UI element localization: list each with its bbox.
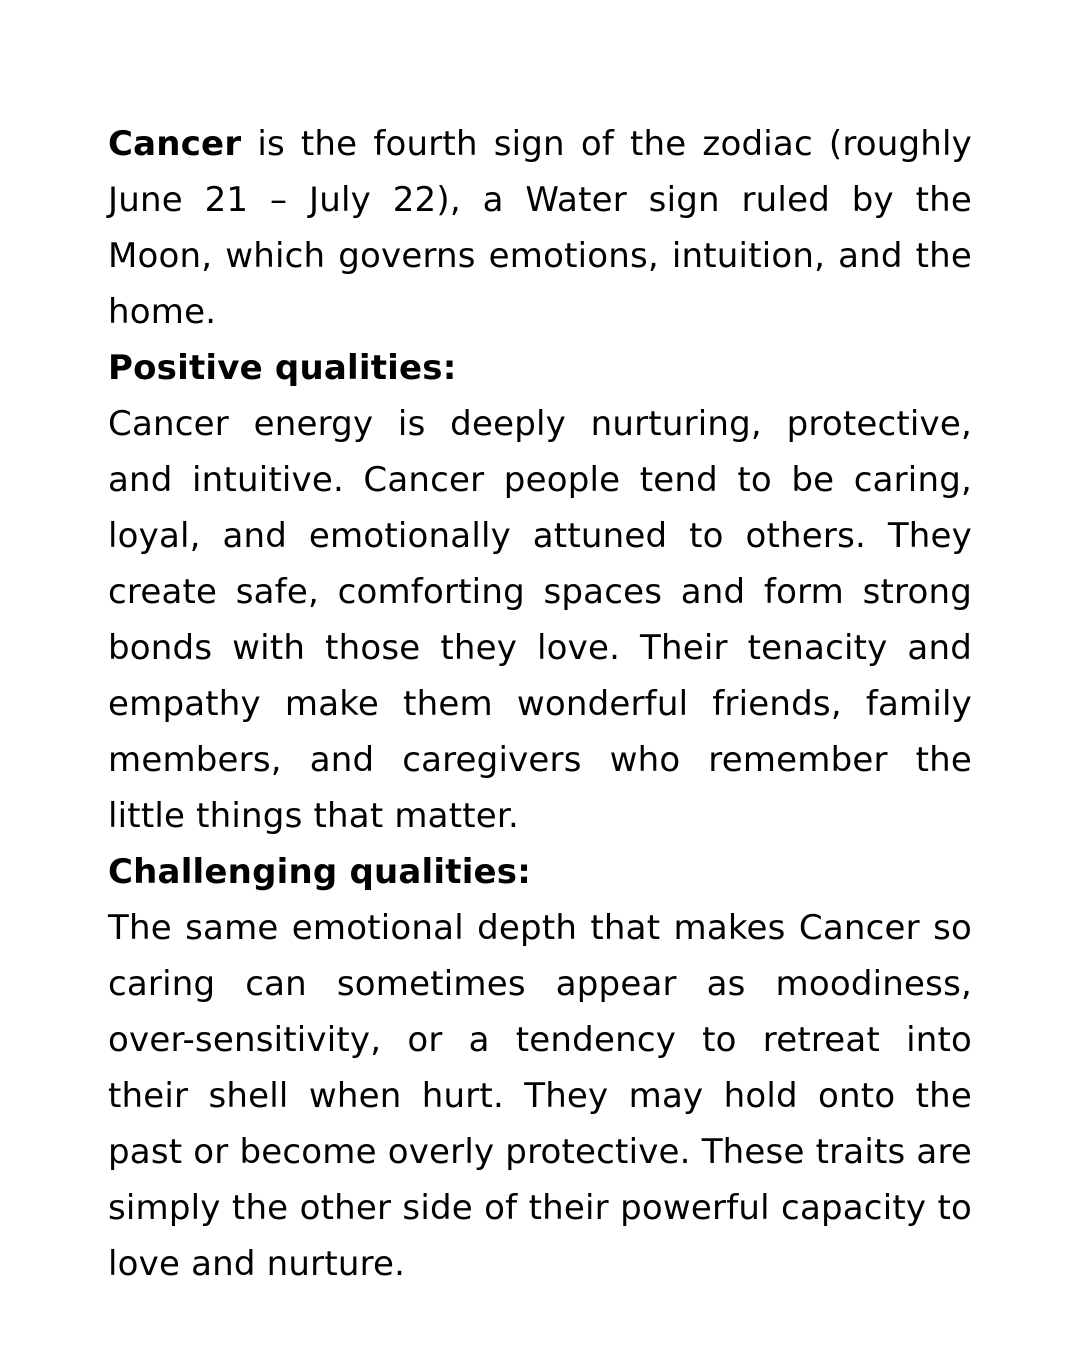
intro-text: is the fourth sign of the zodiac (roughly June 21 – July 22), a Water sign ruled by the Moon, which governs emotions, intuition, and the home. bbox=[108, 124, 972, 332]
sign-name: Cancer bbox=[108, 124, 242, 164]
challenging-qualities-text: The same emotional depth that makes Cancer so caring can sometimes appear as moodiness, over-sensitivity, or a tendency to retreat into their shell when hurt. They may hold onto the past or become overly protective. These traits are simply the other side of their powerful capacity to love and nurture. bbox=[108, 908, 972, 1284]
positive-qualities-heading: Positive qualities: bbox=[108, 348, 457, 388]
cancer-description-card bbox=[108, 116, 972, 1292]
positive-qualities-text: Cancer energy is deeply nurturing, protective, and intuitive. Cancer people tend to be caring, loyal, and emotionally attuned to others. They create safe, comforting spaces and form strong bonds with those they love. Their tenacity and empathy make them wonderful friends, family members, and caregivers who remember the little things that matter. bbox=[108, 404, 972, 836]
challenging-qualities-heading: Challenging qualities: bbox=[108, 852, 532, 892]
intro-paragraph bbox=[108, 116, 972, 340]
